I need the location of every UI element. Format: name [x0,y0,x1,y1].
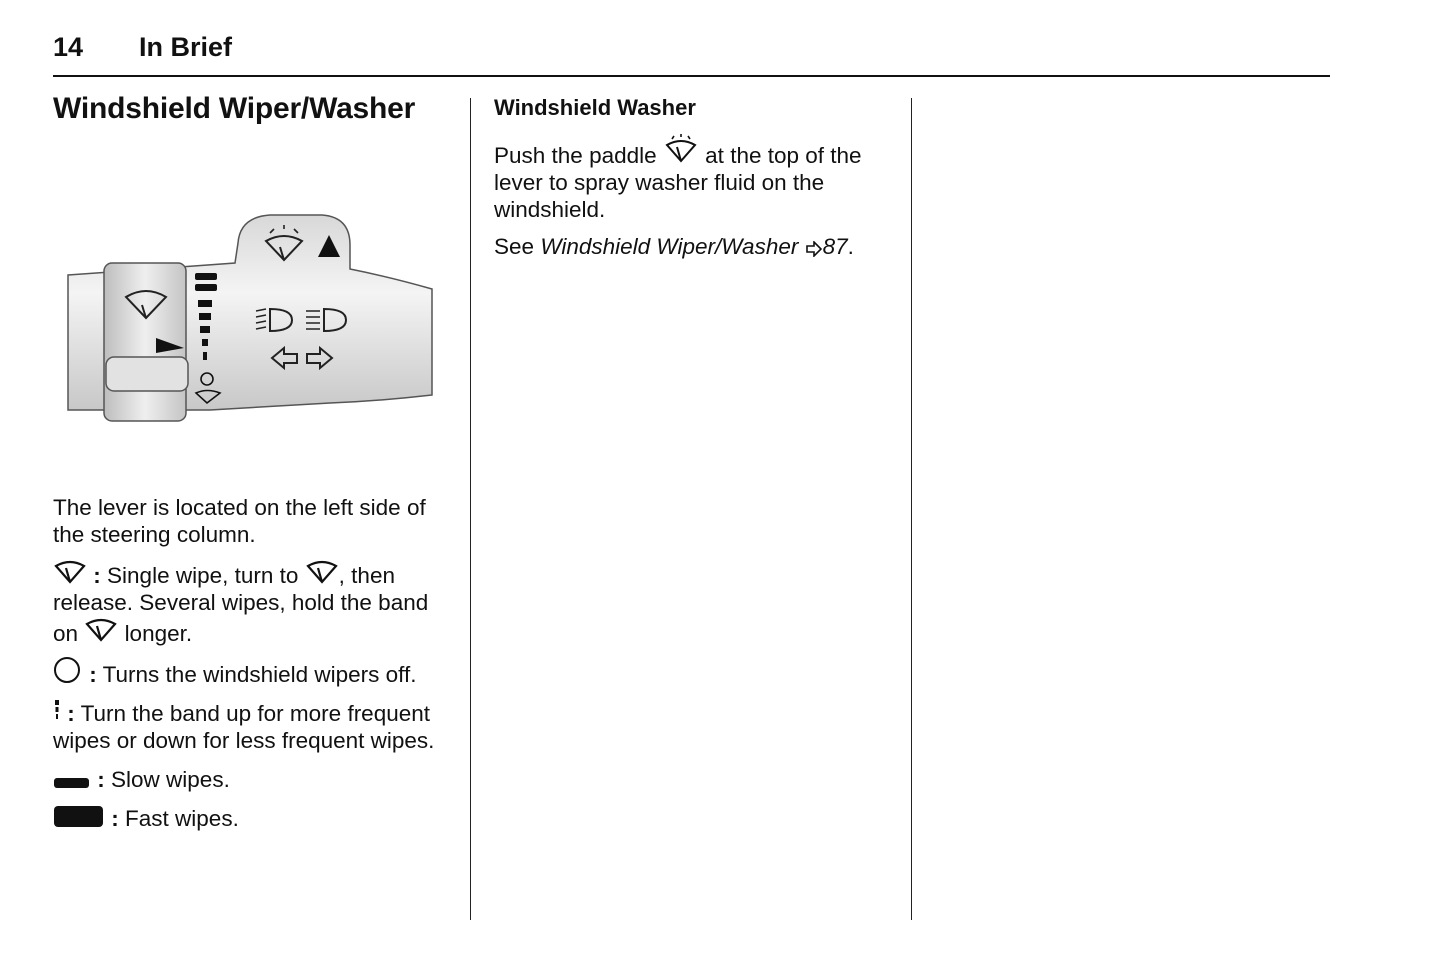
single-wipe-text-b: , then release. Several wipes, hold the band on [53,563,429,646]
column-divider [911,98,912,920]
fast-text: Fast wipes. [125,806,239,831]
wiper-lever-illustration [60,205,445,445]
see-suffix: . [847,234,854,259]
delay-marks-icon [53,698,61,724]
reference-page[interactable]: 87 [822,234,848,259]
frequency-text: Turn the band up for more frequent wipes or down for less frequent wipes. [53,701,435,753]
wiper-mist-icon [84,616,118,644]
column-2 [494,95,899,270]
colon: : [89,662,97,687]
column-1 [53,92,458,126]
see-prefix: See [494,234,535,259]
washer-subtitle: Windshield Washer [494,95,696,120]
washer-icon [663,133,699,163]
colon: : [93,563,101,588]
off-item [53,657,458,688]
single-wipe-text-a: Single wipe, turn to [107,563,299,588]
see-reference [494,233,899,260]
wiper-mist-icon [53,558,87,586]
section-title: Windshield Wiper/Washer [53,92,416,125]
column-1-body [53,494,458,832]
column-divider [470,98,471,920]
fast-item [53,805,458,832]
frequency-item [53,698,458,754]
slow-text: Slow wipes. [111,767,230,792]
arrow-right-icon [805,241,823,257]
colon: : [67,701,75,726]
colon: : [97,767,105,792]
washer-paragraph [494,133,899,223]
slow-speed-icon [53,774,91,790]
slow-item [53,766,458,793]
single-wipe-item [53,558,458,647]
section-name: In Brief [139,32,233,62]
single-wipe-text-c: longer. [124,621,193,646]
page-header [53,30,1330,77]
page-number: 14 [53,32,84,62]
cross-reference-link[interactable]: Windshield Wiper/Washer [540,234,799,259]
washer-text-b: at the top of the lever to spray washer fluid on the windshield. [494,143,862,222]
intro-paragraph: The lever is located on the left side of the steering column. [53,495,426,547]
washer-text-a: Push the paddle [494,143,657,168]
off-text: Turns the windshield wipers off. [102,662,417,687]
off-circle-icon [53,657,83,685]
colon: : [111,806,119,831]
fast-speed-icon [53,805,105,829]
wiper-mist-icon [305,558,339,586]
